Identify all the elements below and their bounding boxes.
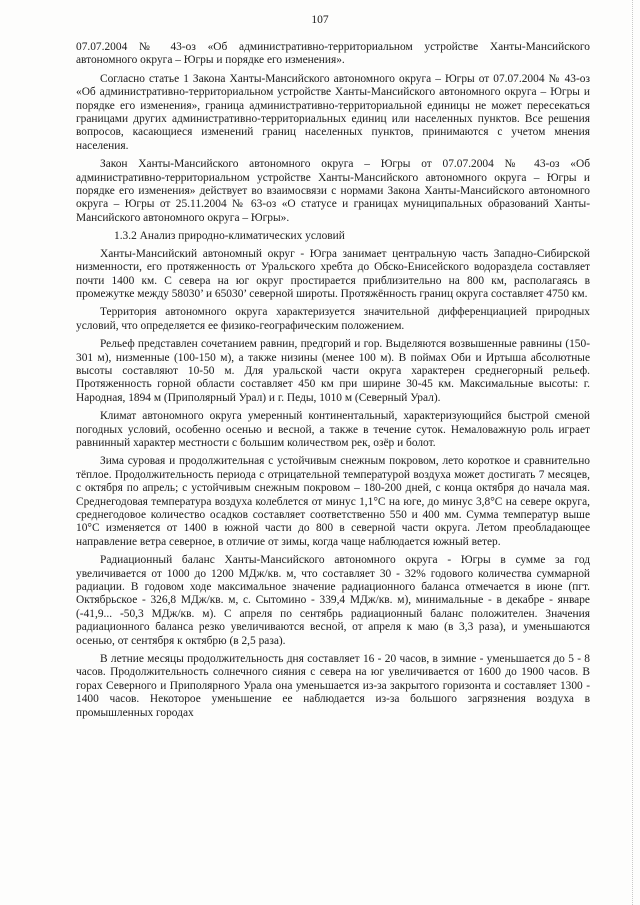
- page-body: [76, 41, 590, 725]
- paragraph-law-title-continuation: 07.07.2004 № 43-оз «Об административно-территориальном устройстве Ханты-Мансийского автономного округа – Югры и порядке его изменения».: [76, 41, 590, 67]
- paragraph-radiation: Радиационный баланс Ханты-Мансийского автономного округа - Югры в сумме за год увеличивается от 1000 до 1200 МДж/кв. м, что составляет 30 - 32% годового количества суммарной радиации. В годовом ходе максимальное значение радиационного баланса отмечается в июне (пгт. Октябрьское - 326,8 МДж/кв. м, с. Сытомино - 339,4 МДж/кв. м), минимальные - в декабре - январе (-41,9... -50,3 МДж/кв. м). С апреля по сентябрь радиационный баланс положителен. Значения радиационного баланса резко увеличиваются весной, от апреля к маю (в 3,3 раза), и уменьшаются осенью, от сентября к октябрю (в 2,5 раза).: [76, 554, 590, 647]
- scan-edge: [632, 0, 637, 905]
- paragraph-winter: Зима суровая и продолжительная с устойчивым снежным покровом, лето короткое и сравнительно тёплое. Продолжительность периода с отрицательной температурой воздуха может достигать 7 месяцев, с октября по апрель; с устойчивым снежным покровом – 180-200 дней, с конца октября до начала мая. Среднегодовая температура воздуха колеблется от минус 1,1°С на юге, до минус 3,8°С на севере округа, среднегодовое количество осадков составляет соответственно 550 и 400 мм. Сумма температур выше 10°С изменяется от 1400 в южной части до 800 в северной части округа. Летом преобладающее направление ветра северное, в отличие от зимы, когда чаще наблюдается южный ветер.: [76, 455, 590, 548]
- section-heading: 1.3.2 Анализ природно-климатических условий: [114, 230, 345, 243]
- paragraph-daylight: В летние месяцы продолжительность дня составляет 16 - 20 часов, в зимние - уменьшается до 5 - 8 часов. Продолжительность солнечного сияния с севера на юг увеличивается от 1600 до 1900 часов. В горах Северного и Приполярного Урала она уменьшается из-за закрытого горизонта и составляет 1300 - 1400 часов. Некоторое уменьшение ее наблюдается из-за большого загрязнения воздуха в промышленных городах: [76, 653, 590, 719]
- paragraph-law-interrelation: Закон Ханты-Мансийского автономного округа – Югры от 07.07.2004 № 43-оз «Об административно-территориальном устройстве Ханты-Мансийского автономного округа – Югры и порядке его изменения» действует во взаимосвязи с нормами Закона Ханты-Мансийского автономного округа – Югры от 25.11.2004 № 63-оз «О статусе и границах муниципальных образований Ханты-Мансийского автономного округа – Югры».: [76, 158, 590, 224]
- paragraph-geography: Ханты-Мансийский автономный округ - Югра занимает центральную часть Западно-Сибирской низменности, его протяженность от Уральского хребта до Обско-Енисейского водораздела составляет почти 1400 км. С севера на юг округ простирается приблизительно на 800 км, располагаясь в промежутке между 58030’ и 65030’ северной широты. Протяжённость границ округа составляет 4750 км.: [76, 247, 590, 300]
- paragraph-article-1: Согласно статье 1 Закона Ханты-Мансийского автономного округа – Югры от 07.07.2004 № 43-оз «Об административно-территориальном устройстве Ханты-Мансийского автономного округа – Югры и порядке его изменения», граница административно-территориальной единицы не может пересекаться границами других административно-территориальных единиц или населенных пунктов. Все решения вопросов, касающиеся изменений границ населенных пунктов, принимаются с учетом мнения населения.: [76, 72, 590, 152]
- paragraph-climate: Климат автономного округа умеренный континентальный, характеризующийся быстрой сменой погодных условий, особенно осенью и весной, а также в течение суток. Немаловажную роль играет равнинный характер местности с большим количеством рек, озёр и болот.: [76, 410, 590, 449]
- page-number: 107: [311, 14, 329, 26]
- paragraph-relief: Рельеф представлен сочетанием равнин, предгорий и гор. Выделяются возвышенные равнины (150-301 м), низменные (100-150 м), а также низины (менее 100 м). В поймах Оби и Иртыша абсолютные высоты составляют 10-50 м. Для уральской части округа характерен среднегорный рельеф. Протяженность горной области составляет 450 км при ширине 30-45 км. Максимальные высоты: г. Народная, 1894 м (Приполярный Урал) и г. Педы, 1010 м (Северный Урал).: [76, 338, 590, 404]
- paragraph-territory: Территория автономного округа характеризуется значительной дифференциацией природных условий, что определяется ее физико-географическим положением.: [76, 306, 590, 332]
